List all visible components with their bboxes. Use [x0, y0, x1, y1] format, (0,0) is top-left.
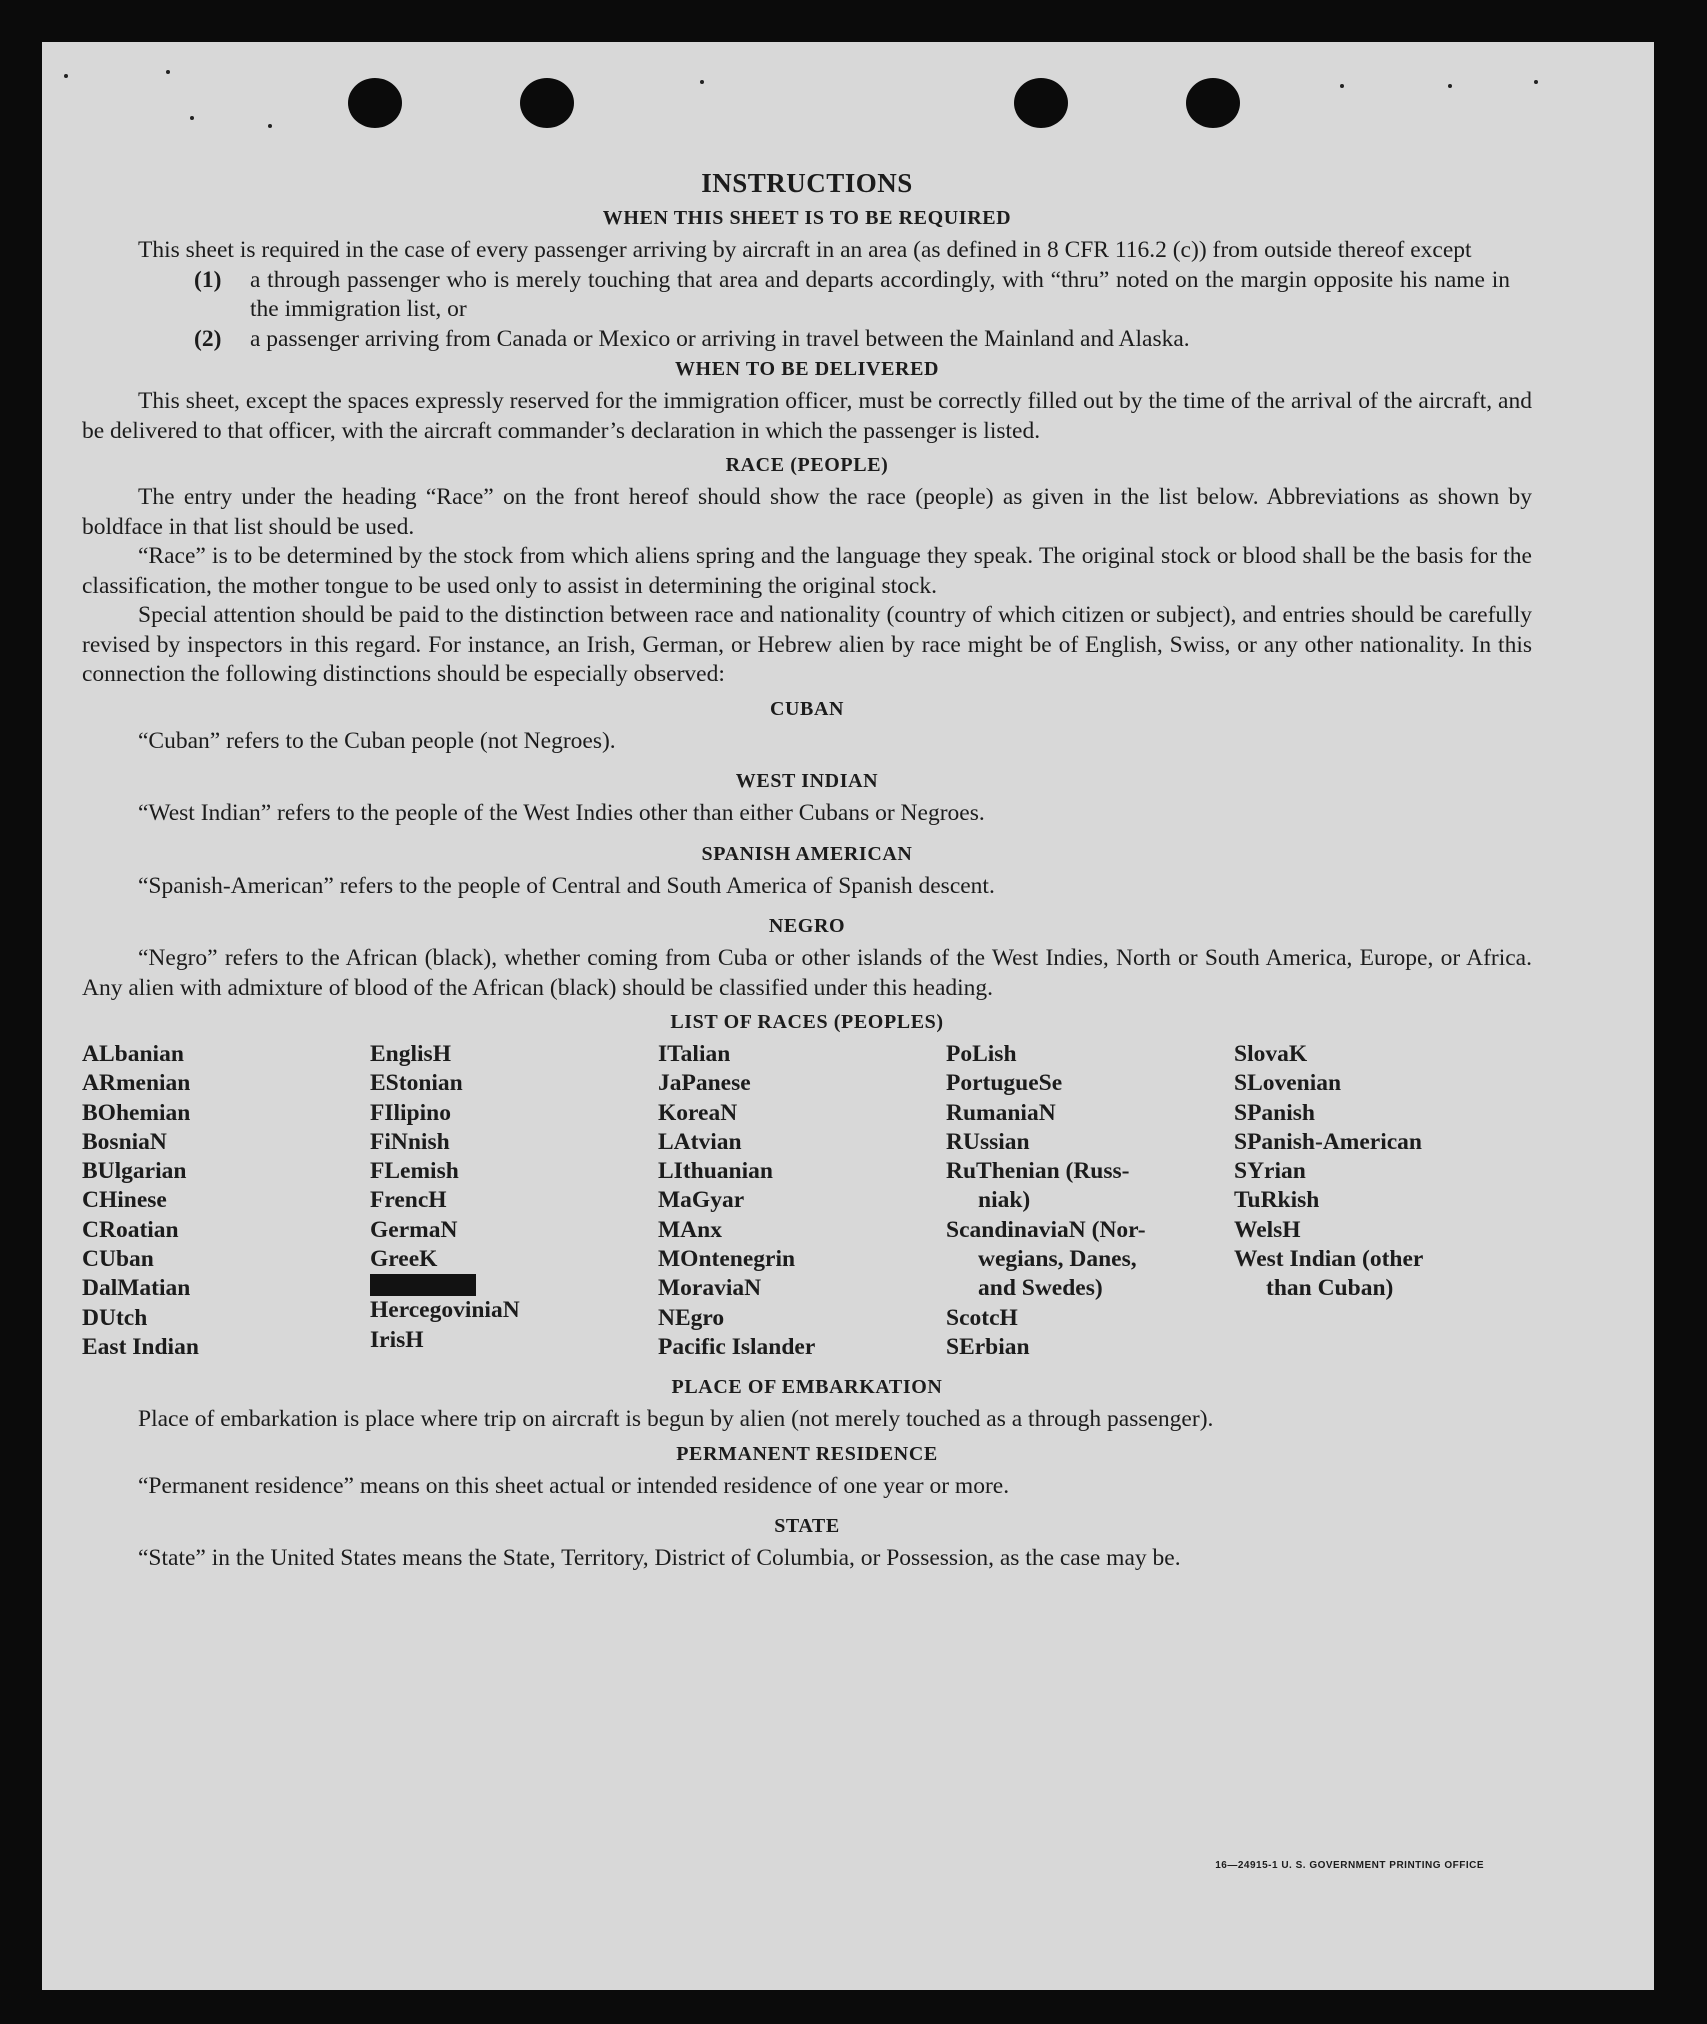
heading-place-of-embarkation: PLACE OF EMBARKATION	[671, 1376, 943, 1399]
race-entry: SLovenian	[1234, 1070, 1342, 1097]
heading-when-delivered: WHEN TO BE DELIVERED	[674, 358, 940, 380]
race-entry: SYrian	[1234, 1158, 1306, 1185]
punch-hole-1	[348, 78, 402, 128]
exception-item	[82, 266, 1532, 325]
race-entry: MAnx	[658, 1216, 722, 1243]
races-column-2	[370, 1040, 658, 1362]
race-entry: IrisH	[370, 1326, 424, 1353]
heading-cuban: CUBAN	[769, 697, 845, 720]
race-entry: SPanish	[1234, 1099, 1315, 1126]
speck	[700, 80, 704, 84]
race-entry: DUtch	[82, 1304, 148, 1331]
race-entry: MoraviaN	[658, 1275, 762, 1302]
race-entry: FiNnish	[370, 1128, 450, 1155]
race-entry: West Indian (other	[1234, 1246, 1424, 1273]
race-entry: FIlipino	[370, 1099, 451, 1126]
spanish-american-text: “Spanish-American” refers to the people of Central and South America of Spanish descent.	[138, 872, 995, 899]
race-entry: BOhemian	[82, 1099, 191, 1126]
race-entry: ARmenian	[82, 1070, 191, 1097]
race-entry: Pacific Islander	[658, 1333, 816, 1360]
race-entry: WelsH	[1234, 1216, 1301, 1243]
races-list	[82, 1040, 1532, 1362]
page-title: INSTRUCTIONS	[701, 168, 913, 198]
exception-number: (1)	[194, 266, 222, 293]
punch-hole-3	[1014, 78, 1068, 128]
race-entry: East Indian	[82, 1333, 199, 1360]
residence-text: “Permanent residence” means on this sheet actual or intended residence of one year or more.	[138, 1472, 1010, 1499]
race-entry: FLemish	[370, 1158, 459, 1185]
race-entry: ITalian	[658, 1041, 731, 1067]
cuban-text: “Cuban” refers to the Cuban people (not Negroes).	[138, 727, 616, 754]
west-indian-text: “West Indian” refers to the people of the West Indies other than either Cubans or Negroes.	[138, 800, 985, 826]
speck	[166, 70, 170, 74]
exception-number: (2)	[194, 325, 222, 352]
race-entry: HercegoviniaN	[370, 1297, 520, 1324]
race-entry: than Cuban)	[1266, 1275, 1394, 1302]
race-entry: KoreaN	[658, 1099, 738, 1126]
speck	[190, 116, 194, 120]
race-entry: ScotcH	[946, 1304, 1018, 1331]
race-entry: CUban	[82, 1246, 154, 1273]
speck	[268, 124, 272, 128]
punch-hole-4	[1186, 78, 1240, 128]
race-entry: EnglisH	[370, 1041, 451, 1067]
race-entry: BosniaN	[82, 1128, 167, 1155]
speck	[1534, 80, 1538, 84]
race-entry: SlovaK	[1234, 1041, 1308, 1067]
race-entry: RuThenian (Russ-	[946, 1158, 1130, 1185]
race-entry: RumaniaN	[946, 1099, 1056, 1126]
exception-text: a through passenger who is merely touching that area and departs accordingly, with “thru” noted on the margin opposite his name in the immigration list, or	[250, 266, 1510, 322]
punch-hole-2	[520, 78, 574, 128]
race-entry: CHinese	[82, 1187, 167, 1214]
exceptions-list	[82, 266, 1532, 355]
race-entry: MaGyar	[658, 1187, 745, 1214]
race-entry: niak)	[978, 1187, 1031, 1214]
races-column-1	[82, 1040, 370, 1362]
races-column-3	[658, 1040, 946, 1362]
race-entry: MOntenegrin	[658, 1246, 796, 1273]
race-entry: NEgro	[658, 1304, 725, 1331]
negro-text: “Negro” refers to the African (black), whether coming from Cuba or other islands of the West Indies, North or South America, Europe, or Africa. Any alien with admixture of blood of the African (black) should be classified under this heading.	[82, 945, 1532, 1001]
instructions-body	[82, 168, 1532, 1574]
speck	[1448, 84, 1452, 88]
race-entry: LAtvian	[658, 1128, 742, 1155]
race-entry: TuRkish	[1234, 1187, 1320, 1214]
heading-when-required: WHEN THIS SHEET IS TO BE REQUIRED	[602, 207, 1012, 229]
heading-state: STATE	[774, 1515, 840, 1538]
heading-list-of-races: LIST OF RACES (PEOPLES)	[670, 1011, 944, 1033]
race-entry: BUlgarian	[82, 1158, 187, 1185]
race-entry: DalMatian	[82, 1275, 191, 1302]
speck	[64, 74, 68, 78]
exception-text: a passenger arriving from Canada or Mexico or arriving in travel between the Mainland and Alaska.	[250, 325, 1190, 352]
redacted-entry	[370, 1274, 658, 1296]
print-code: 16—24915-1 U. S. GOVERNMENT PRINTING OFFICE	[1215, 1860, 1484, 1871]
race-entry: GermaN	[370, 1216, 458, 1243]
race-entry: ScandinaviaN (Nor-	[946, 1216, 1146, 1243]
race-entry: EStonian	[370, 1070, 463, 1097]
required-text: This sheet is required in the case of every passenger arriving by aircraft in an area (as defined in 8 CFR 116.2 (c)) from outside thereof except	[138, 237, 1472, 263]
races-column-5	[1234, 1040, 1534, 1362]
race-entry: ALbanian	[82, 1041, 184, 1067]
race-entry: SPanish-American	[1234, 1128, 1422, 1155]
race-entry: CRoatian	[82, 1216, 179, 1243]
race-entry: GreeK	[370, 1246, 438, 1273]
race-paragraph-1: The entry under the heading “Race” on the front hereof should show the race (people) as given in the list below. Abbreviations as shown by boldface in that list should be used.	[82, 484, 1532, 540]
race-entry: PortugueSe	[946, 1070, 1063, 1097]
race-entry: wegians, Danes,	[978, 1246, 1137, 1273]
race-paragraph-2: “Race” is to be determined by the stock from which aliens spring and the language they speak. The original stock or blood shall be the basis for the classification, the mother tongue to be used only to assist in determining the original stock.	[82, 543, 1532, 599]
state-text: “State” in the United States means the State, Territory, District of Columbia, or Possession, as the case may be.	[138, 1545, 1181, 1572]
heading-west-indian: WEST INDIAN	[735, 770, 879, 792]
race-paragraph-3: Special attention should be paid to the distinction between race and nationality (country of which citizen or subject), and entries should be carefully revised by inspectors in this regard. For instance, an Irish, German, or Hebrew alien by race might be of English, Swiss, or any other nationality. In this connection the following distinctions should be especially observed:	[82, 602, 1532, 687]
document-page	[42, 42, 1654, 1990]
race-entry: and Swedes)	[978, 1275, 1103, 1302]
race-entry: RUssian	[946, 1128, 1030, 1155]
exception-item	[82, 325, 1532, 355]
race-entry: PoLish	[946, 1041, 1017, 1067]
race-entry: FrencH	[370, 1187, 447, 1214]
heading-race: RACE (PEOPLE)	[725, 454, 889, 476]
heading-negro: NEGRO	[768, 915, 846, 937]
race-entry: LIthuanian	[658, 1158, 773, 1185]
embarkation-text: Place of embarkation is place where trip on aircraft is begun by alien (not merely touched as a through passenger).	[138, 1406, 1214, 1433]
race-entry: JaPanese	[658, 1070, 751, 1097]
heading-permanent-residence: PERMANENT RESIDENCE	[676, 1442, 938, 1465]
heading-spanish-american: SPANISH AMERICAN	[701, 842, 913, 865]
delivered-text: This sheet, except the spaces expressly reserved for the immigration officer, must be correctly filled out by the time of the arrival of the aircraft, and be delivered to that officer, with the aircraft commander’s declaration in which the passenger is listed.	[82, 388, 1532, 444]
race-entry: SErbian	[946, 1333, 1030, 1360]
races-column-4	[946, 1040, 1234, 1362]
speck	[1340, 84, 1344, 88]
